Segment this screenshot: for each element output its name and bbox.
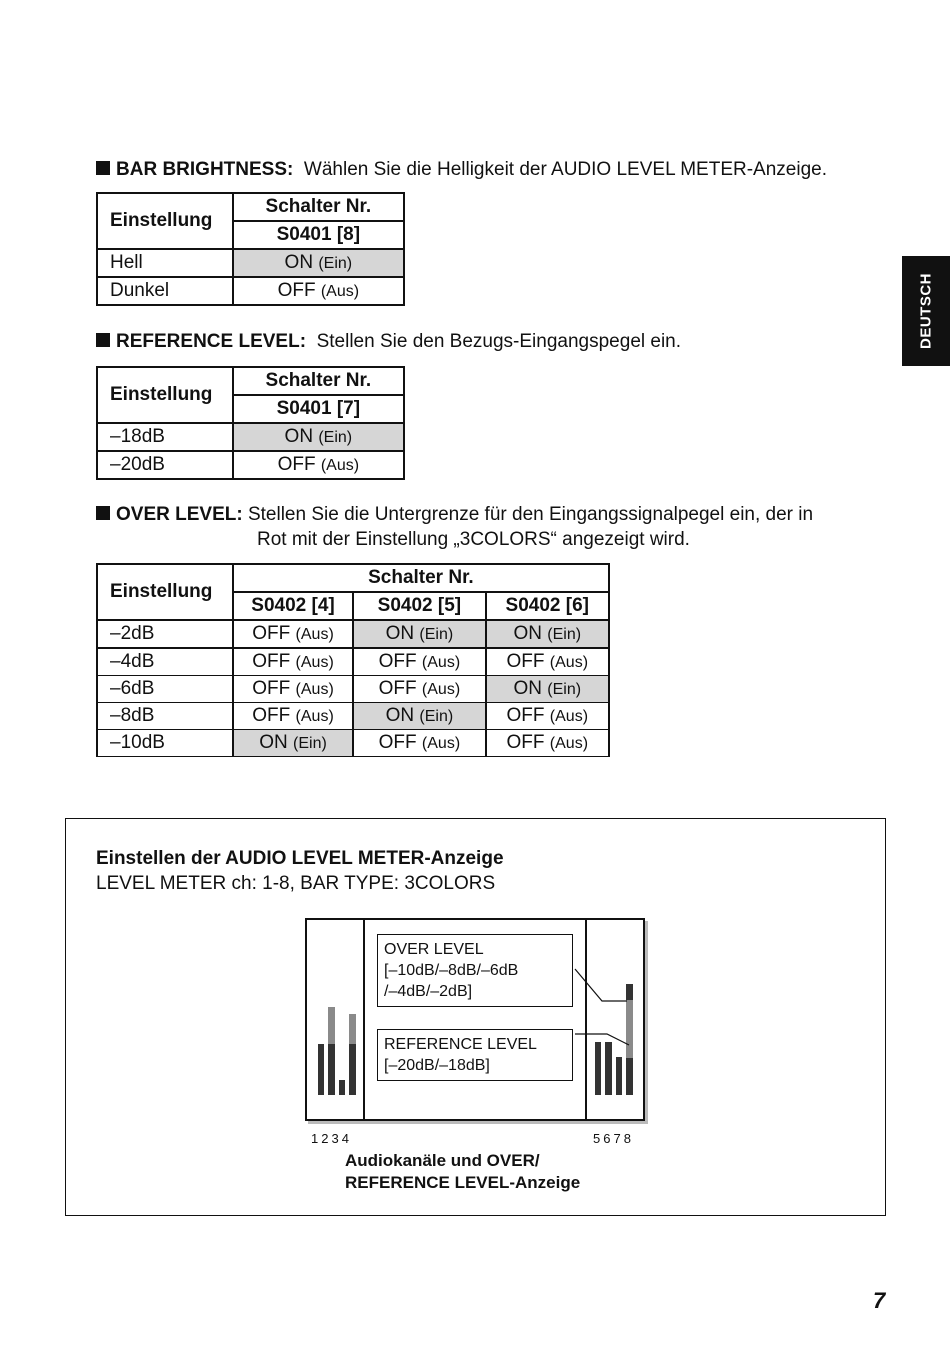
switch-state: OFF [252, 623, 291, 644]
meter-caption-line1: Audiokanäle und OVER/ [345, 1151, 540, 1170]
over-level-table [96, 563, 610, 757]
setting-label: –6dB [97, 676, 233, 703]
switch-state-cell [353, 676, 485, 703]
col-setting-header: Einstellung [97, 367, 233, 423]
setting-label: –10dB [97, 730, 233, 757]
bar-brightness-heading [96, 159, 827, 181]
switch-state: OFF [506, 732, 545, 753]
switch-state: OFF [252, 705, 291, 726]
switch-state-cell [233, 703, 353, 730]
switch-state-cell [486, 703, 609, 730]
switch-state: OFF [277, 454, 316, 475]
switch-state-cell [486, 730, 609, 757]
meter-box-subtitle: LEVEL METER ch: 1-8, BAR TYPE: 3COLORS [96, 873, 496, 894]
switch-state-translation: (Aus) [295, 626, 334, 643]
over-level-text-line1: Stellen Sie die Untergrenze für den Eingangssignalpegel ein, der in [247, 504, 814, 525]
table-row [97, 648, 609, 676]
setting-label: –2dB [97, 620, 233, 648]
switch-state-cell [353, 730, 485, 757]
switch-state-cell [233, 676, 353, 703]
switch-state-translation: (Aus) [295, 681, 334, 698]
switch-state-translation: (Aus) [295, 654, 334, 671]
switch-state-translation: (Aus) [549, 654, 589, 671]
switch-state-cell [353, 620, 485, 648]
switch-id: S0402 [6] [486, 592, 609, 620]
ref-callout-line: REFERENCE LEVEL [384, 1036, 537, 1053]
square-bullet-icon [96, 333, 110, 347]
switch-state-cell [486, 648, 609, 676]
switch-state-translation: (Ein) [318, 429, 353, 446]
switch-state: ON [385, 623, 415, 644]
bar-brightness-title: BAR BRIGHTNESS: [116, 159, 294, 180]
col-setting-header: Einstellung [97, 193, 233, 249]
switch-state: OFF [252, 651, 291, 672]
switch-state: ON [284, 426, 314, 447]
switch-state-cell [233, 730, 353, 757]
ref-callout-line: [–20dB/–18dB] [384, 1057, 490, 1074]
reference-level-title: REFERENCE LEVEL: [116, 331, 307, 352]
over-level-title: OVER LEVEL: [116, 504, 243, 525]
table-row [97, 676, 609, 703]
switch-state-translation: (Ein) [419, 708, 454, 725]
switch-state: ON [513, 678, 542, 699]
over-level-heading [96, 504, 813, 526]
switch-state-translation: (Aus) [421, 735, 461, 752]
switch-state: OFF [378, 651, 417, 672]
reference-level-table [96, 366, 405, 480]
callout-leader-lines [307, 920, 643, 1119]
switch-state-cell [233, 620, 353, 648]
switch-state-translation: (Aus) [295, 708, 334, 725]
switch-state-cell [233, 451, 404, 479]
table-row [97, 703, 609, 730]
switch-state-translation: (Ein) [293, 735, 327, 752]
bar-brightness-table [96, 192, 405, 306]
meter-box-title: Einstellen der AUDIO LEVEL METER-Anzeige [96, 848, 504, 869]
setting-label: –4dB [97, 648, 233, 676]
switch-state-cell [486, 676, 609, 703]
level-meter-display [305, 918, 645, 1121]
square-bullet-icon [96, 506, 110, 520]
setting-label: –8dB [97, 703, 233, 730]
language-tab-label: DEUTSCH [917, 272, 935, 350]
col-setting-header: Einstellung [97, 564, 233, 620]
switch-state-cell [486, 620, 609, 648]
over-callout-line: /–4dB/–2dB] [384, 983, 473, 1000]
switch-id: S0402 [4] [233, 592, 353, 620]
switch-state: ON [259, 732, 288, 753]
switch-state-translation: (Aus) [549, 708, 589, 725]
over-callout-line: [–10dB/–8dB/–6dB [384, 962, 519, 979]
switch-state-translation: (Ein) [547, 681, 582, 698]
square-bullet-icon [96, 161, 110, 175]
setting-label: –20dB [97, 451, 233, 479]
switch-state-cell [233, 423, 404, 451]
table-row [97, 620, 609, 648]
setting-label: Hell [97, 249, 233, 277]
switch-state-translation: (Ein) [547, 626, 582, 643]
switch-state: OFF [506, 705, 545, 726]
channel-numbers-right: 5678 [593, 1131, 634, 1146]
switch-id: S0401 [8] [233, 221, 404, 249]
meter-caption-line2: REFERENCE LEVEL-Anzeige [345, 1173, 581, 1192]
switch-state-translation: (Aus) [320, 457, 360, 474]
switch-state: ON [284, 252, 314, 273]
switch-state-translation: (Ein) [419, 626, 454, 643]
switch-state-cell [233, 277, 404, 305]
over-callout-line: OVER LEVEL [384, 941, 484, 958]
switch-state-translation: (Aus) [421, 681, 461, 698]
switch-state-cell [353, 648, 485, 676]
setting-label: –18dB [97, 423, 233, 451]
switch-state: OFF [378, 678, 417, 699]
language-tab [902, 256, 950, 366]
channel-numbers-left: 1234 [311, 1131, 352, 1146]
switch-id: S0402 [5] [353, 592, 485, 620]
switch-id: S0401 [7] [233, 395, 404, 423]
col-switch-header: Schalter Nr. [233, 367, 404, 395]
switch-state: OFF [378, 732, 417, 753]
switch-state: OFF [277, 280, 316, 301]
switch-state-translation: (Aus) [421, 654, 461, 671]
switch-state: ON [385, 705, 415, 726]
switch-state-cell [353, 703, 485, 730]
reference-level-text: Stellen Sie den Bezugs-Eingangspegel ein. [316, 331, 682, 352]
setting-label: Dunkel [97, 277, 233, 305]
switch-state-cell [233, 648, 353, 676]
col-switch-header: Schalter Nr. [233, 564, 609, 592]
bar-brightness-text: Wählen Sie die Helligkeit der AUDIO LEVEL METER-Anzeige. [303, 159, 827, 180]
switch-state-translation: (Ein) [318, 255, 353, 272]
table-row [97, 730, 609, 757]
switch-state-translation: (Aus) [549, 735, 589, 752]
reference-level-heading [96, 331, 681, 353]
col-switch-header: Schalter Nr. [233, 193, 404, 221]
switch-state-cell [233, 249, 404, 277]
switch-state: ON [513, 623, 542, 644]
switch-state: OFF [252, 678, 291, 699]
switch-state: OFF [506, 651, 545, 672]
page-number: 7 [873, 1288, 886, 1313]
switch-state-translation: (Aus) [320, 283, 360, 300]
over-level-text-line2: Rot mit der Einstellung „3COLORS“ angezeigt wird. [257, 529, 690, 550]
